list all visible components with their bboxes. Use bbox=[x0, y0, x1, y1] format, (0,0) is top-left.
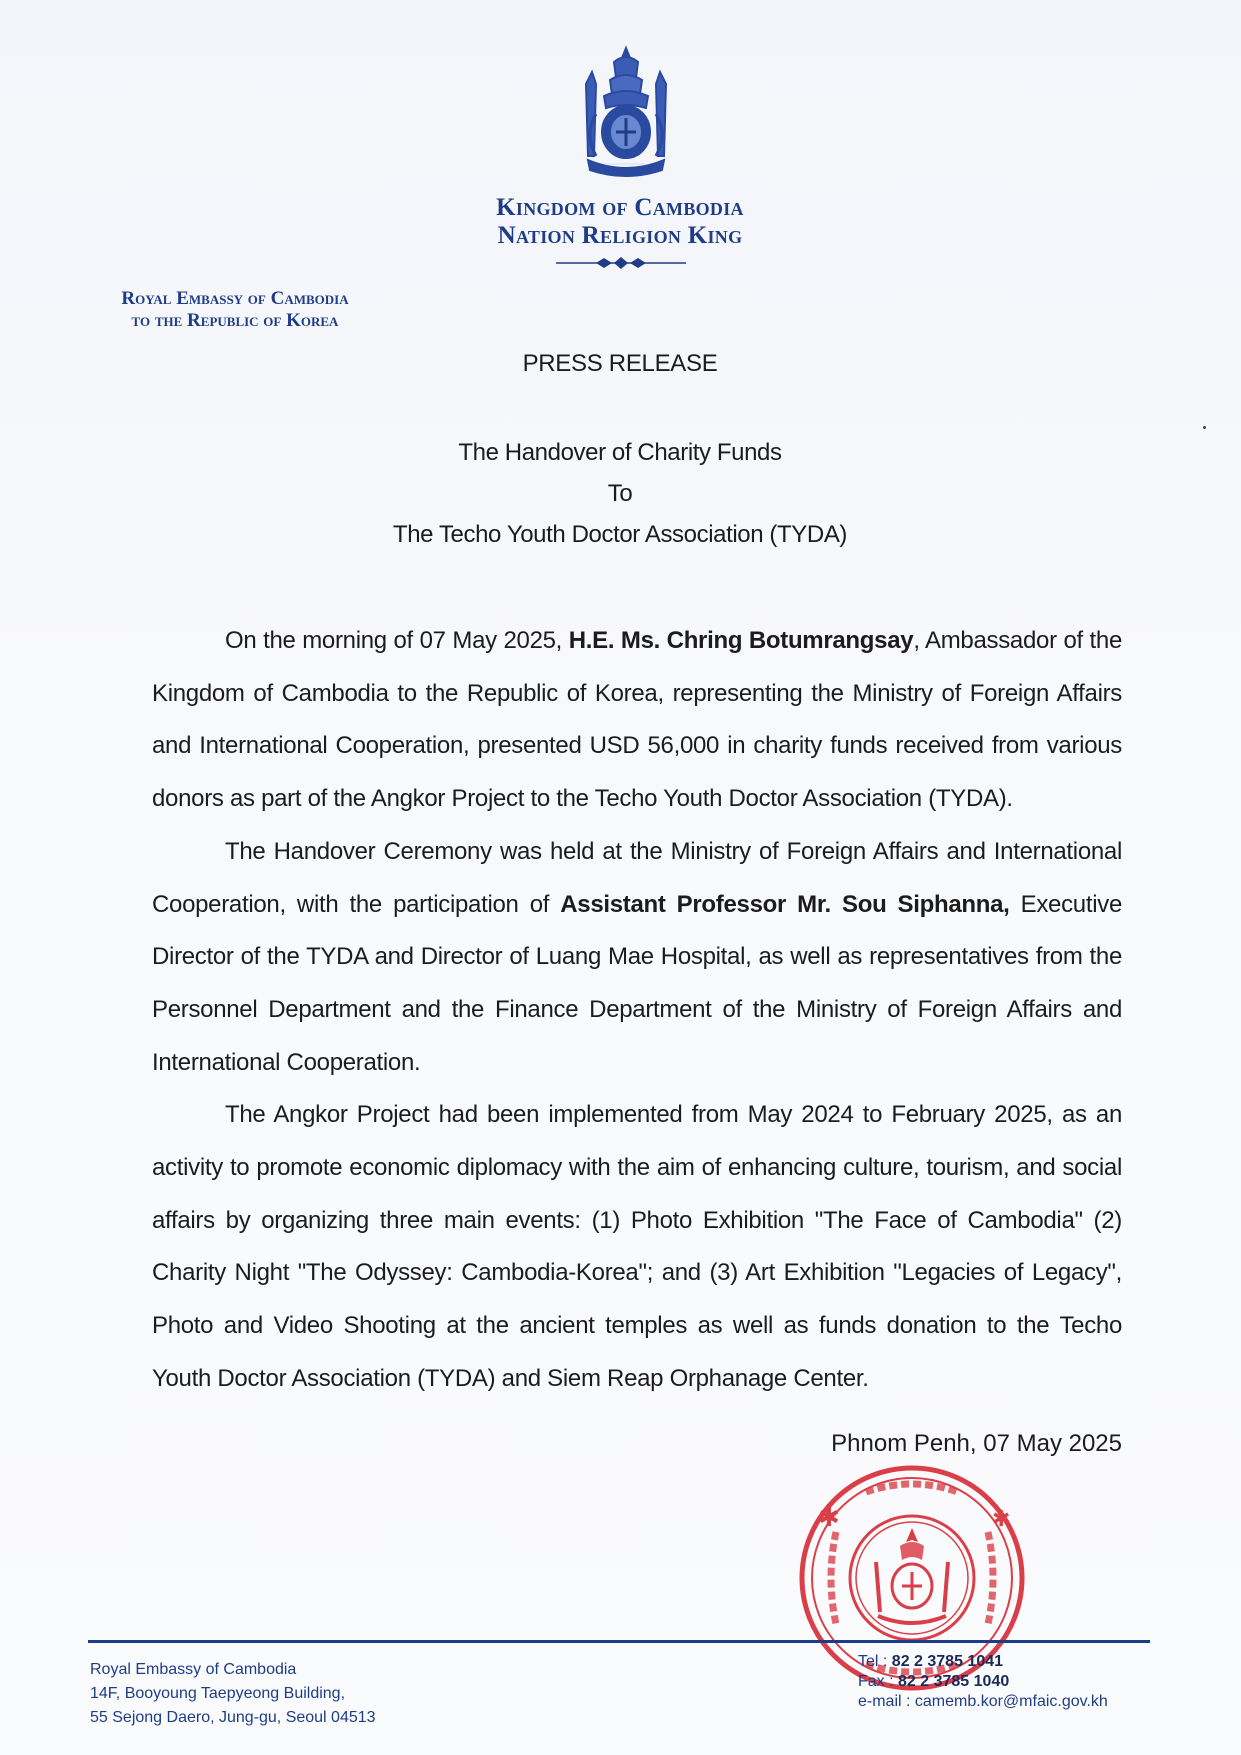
fax-value: 82 2 3785 1040 bbox=[898, 1673, 1010, 1690]
ornament-divider-icon bbox=[556, 256, 686, 270]
ambassador-name: H.E. Ms. Chring Botumrangsay bbox=[568, 627, 914, 654]
professor-name: Assistant Professor Mr. Sou Siphanna, bbox=[560, 890, 1010, 918]
release-title bbox=[300, 432, 940, 555]
royal-coat-of-arms-icon bbox=[566, 44, 686, 180]
paragraph-2-text-a: The Handover Ceremony was held at the Ministry of Foreign Affairs and International Cooperation, with the participation of bbox=[152, 837, 1122, 918]
email-row: e-mail : camemb.kor@mfaic.gov.kh bbox=[858, 1693, 1108, 1710]
paragraph-3: The Angkor Project had been implemented from May 2024 to February 2025, as an activity to promote economic diplomacy with the aim of enhancing culture, tourism, and social affairs by organizing three main events: (1) Photo Exhibition "The Face of Cambodia" (2) Charity Night "The Odyssey: Cambodia-Korea"; and (3) Art Exhibition "Legacies of Legacy", Photo and Video Shooting at the ancient temples as well as funds donation to the Techo Youth Doctor Association (TYDA) and Siem Reap Orphanage Center. bbox=[152, 1101, 1122, 1392]
address-line-3: 55 Sejong Daero, Jung-gu, Seoul 04513 bbox=[90, 1709, 376, 1726]
svg-text:✱: ✱ bbox=[992, 1507, 1011, 1532]
embassy-line-1: Royal Embassy of Cambodia bbox=[121, 288, 349, 309]
fax-row: Fax : 82 2 3785 1040 bbox=[858, 1673, 1010, 1690]
address-line-1: Royal Embassy of Cambodia bbox=[90, 1661, 297, 1678]
tel-label: Tel bbox=[858, 1653, 879, 1670]
email-label: e-mail bbox=[858, 1693, 902, 1710]
title-line-2: To bbox=[607, 480, 633, 507]
email-value[interactable]: camemb.kor@mfaic.gov.kh bbox=[914, 1693, 1108, 1710]
paragraph-1 bbox=[152, 615, 1122, 826]
paragraph-2 bbox=[152, 826, 1122, 1090]
paragraph-2-text-b: Executive Director of the TYDA and Director of Luang Mae Hospital, as well as representatives from the Personnel Department and the Finance Department of the Ministry of Foreign Affairs and International Cooperation. bbox=[152, 890, 1122, 1076]
document-type-label: PRESS RELEASE bbox=[522, 350, 718, 377]
fax-label: Fax bbox=[858, 1673, 885, 1690]
kingdom-heading bbox=[400, 194, 840, 250]
embassy-address bbox=[90, 1658, 510, 1730]
paragraph-1-text-b: , Ambassador of the Kingdom of Cambodia to the Republic of Korea, representing the Ministry of Foreign Affairs and International Cooperation, presented USD 56,000 in charity funds received from various donors as part of the Angkor Project to the Techo Youth Doctor Association (TYDA). bbox=[152, 627, 1122, 813]
embassy-line-2: to the Republic of Korea bbox=[131, 310, 339, 331]
title-line-3: The Techo Youth Doctor Association (TYDA) bbox=[392, 521, 848, 548]
tel-row: Tel : 82 2 3785 1041 bbox=[858, 1653, 1004, 1670]
embassy-heading bbox=[40, 288, 430, 332]
paragraph-1-text-a: On the morning of 07 May 2025, bbox=[225, 627, 569, 654]
address-line-2: 14F, Booyoung Taepyeong Building, bbox=[90, 1685, 346, 1702]
kingdom-line-1: Kingdom of Cambodia bbox=[496, 194, 744, 221]
release-body bbox=[152, 615, 1122, 1406]
kingdom-line-2: Nation Religion King bbox=[497, 222, 743, 249]
title-line-1: The Handover of Charity Funds bbox=[458, 439, 782, 466]
svg-text:✱: ✱ bbox=[818, 1503, 840, 1533]
embassy-contact bbox=[858, 1652, 1158, 1712]
place-and-date: Phnom Penh, 07 May 2025 bbox=[831, 1430, 1122, 1457]
tel-value: 82 2 3785 1041 bbox=[891, 1653, 1004, 1670]
footer-divider bbox=[88, 1640, 1150, 1643]
scan-speck bbox=[1203, 426, 1206, 429]
